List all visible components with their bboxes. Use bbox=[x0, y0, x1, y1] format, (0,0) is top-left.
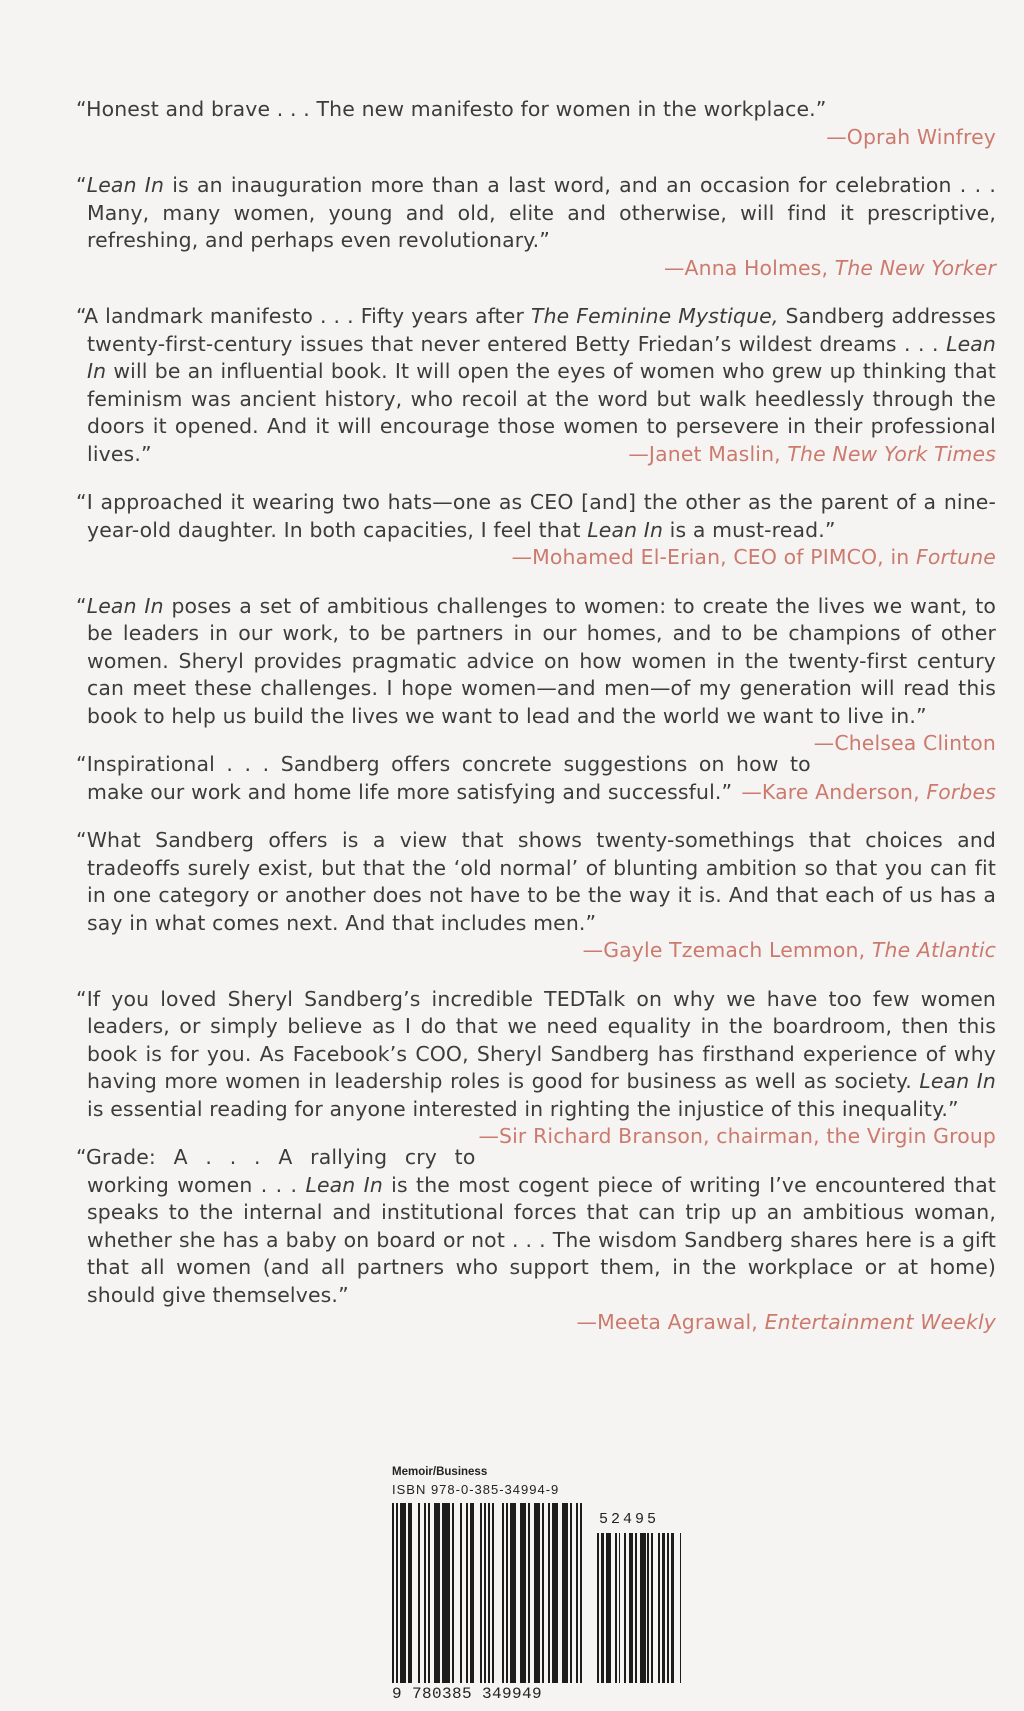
blurb bbox=[76, 303, 996, 468]
barcode-bar bbox=[442, 1503, 450, 1683]
text-run: —Meeta Agrawal, bbox=[576, 1310, 765, 1334]
blurb bbox=[76, 172, 996, 282]
blurb-text bbox=[76, 1144, 996, 1309]
barcode-bars bbox=[392, 1503, 582, 1683]
text-run: Sandberg addresses twenty-first-century issues that never entered Betty Friedan’s wildest dreams . . . bbox=[87, 304, 996, 356]
blurb bbox=[76, 1144, 996, 1337]
blurb-text bbox=[76, 986, 996, 1148]
blurb bbox=[76, 96, 996, 151]
text-run: —Chelsea Clinton bbox=[813, 731, 996, 755]
italic-title: Lean In bbox=[587, 517, 664, 542]
blurb-attribution bbox=[478, 1123, 996, 1151]
blurb bbox=[76, 489, 996, 572]
blurb bbox=[76, 751, 996, 806]
text-run: “Honest and brave . . . The new manifesto for women in the workplace.” bbox=[76, 97, 827, 121]
text-run: —Kare Anderson, bbox=[741, 779, 927, 804]
text-run: “Grade: A . . . A rallying cry to working women . . . bbox=[76, 1145, 476, 1197]
text-run: —Janet Maslin, bbox=[628, 441, 788, 466]
italic-title: Lean In bbox=[86, 173, 165, 197]
text-run: will be an influential book. It will open the eyes of women who grew up thinking that feminism was ancient history, who recoil at the word but walk heedlessly through the doors it opened. And it will encourage those women to persevere in their professional lives.” bbox=[87, 359, 996, 466]
blurb-text bbox=[76, 489, 996, 544]
blurb bbox=[76, 986, 996, 1148]
text-run: —Gayle Tzemach Lemmon, bbox=[582, 938, 872, 962]
text-run: is essential reading for anyone interested in righting the injustice of this inequality.” bbox=[87, 1096, 959, 1121]
italic-title: The New Yorker bbox=[834, 255, 996, 280]
blurb bbox=[76, 827, 996, 965]
blurb-text bbox=[76, 96, 996, 124]
blurb-text bbox=[76, 751, 996, 806]
text-run: is a must-read.” bbox=[663, 517, 836, 542]
italic-title: Lean In bbox=[87, 331, 996, 383]
blurb bbox=[76, 593, 996, 755]
blurb-attribution bbox=[76, 1309, 996, 1337]
italic-title: Lean In bbox=[305, 1172, 383, 1197]
text-run: “ bbox=[76, 593, 87, 618]
blurb-attribution bbox=[741, 779, 996, 807]
text-run: —Sir Richard Branson, chairman, the Virgin Group bbox=[478, 1124, 996, 1148]
isbn-label: ISBN 978-0-385-34994-9 bbox=[392, 1482, 560, 1497]
blurb-attribution bbox=[76, 544, 996, 572]
text-run: “What Sandberg offers is a view that shows twenty-somethings that choices and tradeoffs surely exist, but that the ‘old normal’ of blunting ambition so that you can fit in one category or another does not have to be the way it is. And that each of us has a say in what comes next. And that includes men.” bbox=[76, 828, 996, 935]
text-run: is the most cogent piece of writing I’ve encountered that speaks to the internal and institutional forces that can trip up an ambitious woman, whether she has a baby on board or not . . . The wisdom Sandberg shares here is a gift that all women (and all partners who support them, in the workplace or at home) should give themselves.” bbox=[87, 1172, 996, 1307]
barcode-bar bbox=[680, 1533, 682, 1683]
blurb-attribution bbox=[76, 255, 996, 283]
text-run: “ bbox=[76, 173, 87, 197]
text-run: “Inspirational . . . Sandberg offers concrete suggestions on how to make our work and home life more satisfying and successful.” bbox=[76, 752, 811, 804]
blurb-text bbox=[76, 593, 996, 755]
text-run: —Anna Holmes, bbox=[663, 255, 835, 280]
barcode-space bbox=[494, 1503, 502, 1683]
barcode-digits: 9 780385 349949 bbox=[392, 1685, 543, 1703]
blurb-text bbox=[76, 172, 996, 255]
text-run: —Mohamed El-Erian, CEO of PIMCO, in bbox=[511, 545, 916, 569]
text-run: “I approached it wearing two hats—one as CEO [and] the other as the parent of a nine-year-old daughter. In both capacities, I feel that bbox=[76, 490, 996, 542]
text-run: is an inauguration more than a last word, and an occasion for celebration . . . Many, many women, young and old, elite and otherwise, will find it prescriptive, refreshing, and perhaps even revolutionary.” bbox=[87, 173, 996, 252]
italic-title: Lean In bbox=[86, 593, 164, 618]
barcode-block bbox=[392, 1466, 692, 1711]
barcode-bar bbox=[580, 1503, 582, 1683]
barcode-addon-digits: 52495 bbox=[599, 1511, 660, 1528]
category-label: Memoir/Business bbox=[392, 1466, 488, 1478]
blurb-text bbox=[76, 827, 996, 937]
blurb-text bbox=[76, 303, 996, 468]
blurbs-column bbox=[76, 96, 996, 1337]
barcode bbox=[392, 1503, 692, 1711]
blurb-attribution bbox=[76, 937, 996, 965]
italic-title: The Feminine Mystique, bbox=[530, 304, 779, 328]
blurb-attribution bbox=[628, 441, 996, 469]
italic-title: Entertainment Weekly bbox=[764, 1310, 996, 1334]
text-run: —Oprah Winfrey bbox=[826, 124, 996, 149]
italic-title: The New York Times bbox=[787, 441, 996, 466]
text-run: poses a set of ambitious challenges to women: to create the lives we want, to be leaders in our work, to be partners in our homes, and to be champions of other women. Sheryl provides pragmatic advice on how women in the twenty-first century can meet these challenges. I hope women—and men—of my generation will read this book to help us build the lives we want to lead and the world we want to live in.” bbox=[87, 593, 996, 728]
italic-title: Forbes bbox=[926, 779, 996, 804]
italic-title: Lean In bbox=[919, 1069, 996, 1093]
blurb-attribution bbox=[813, 730, 996, 758]
barcode-addon-bars bbox=[597, 1533, 681, 1683]
blurb-attribution bbox=[76, 124, 996, 152]
italic-title: The Atlantic bbox=[871, 938, 996, 962]
text-run: “If you loved Sheryl Sandberg’s incredible TEDTalk on why we have too few women leaders, or simply believe as I do that we need equality in the boardroom, then this book is for you. As Facebook’s COO, Sheryl Sandberg has firsthand experience of why having more women in leadership roles is good for business as well as society. bbox=[76, 986, 996, 1093]
italic-title: Fortune bbox=[915, 545, 996, 569]
text-run: “A landmark manifesto . . . Fifty years after bbox=[76, 304, 531, 328]
